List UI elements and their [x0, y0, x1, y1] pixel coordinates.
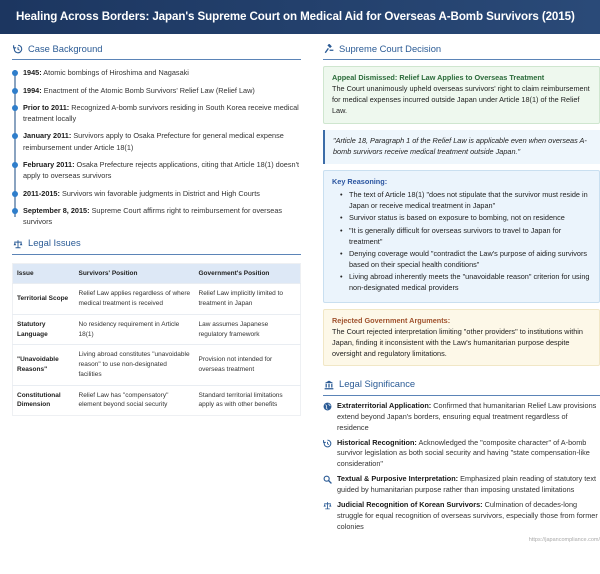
significance-text	[337, 474, 600, 496]
significance-list	[323, 401, 600, 533]
key-reasoning-box	[323, 170, 600, 303]
timeline-text: Supreme Court affirms right to reimbursement for overseas survivors	[23, 205, 283, 227]
timeline	[12, 67, 301, 227]
timeline-text: Survivors apply to Osaka Prefecture for general medical expense reimbursement under Article 18(1)	[23, 131, 284, 152]
government-cell: Provision not intended for overseas treatment	[195, 345, 301, 385]
timeline-text: Recognized A-bomb survivors residing in South Korea receive medical treatment locally	[23, 102, 299, 124]
rejected-arguments-box	[323, 309, 600, 367]
timeline-date: 2011-2015:	[23, 188, 60, 198]
history-icon	[12, 44, 23, 55]
decision-heading	[323, 43, 600, 60]
significance-text	[337, 401, 600, 434]
timeline-date: Prior to 2011:	[23, 102, 70, 112]
list-item: • Survivor status is based on exposure to bombing, not on residence	[340, 213, 591, 224]
balance-scale-icon	[12, 238, 23, 249]
timeline-text: Osaka Prefecture rejects applications, citing that Article 18(1) doesn't apply to overseas survivors	[23, 160, 299, 181]
significance-text	[337, 500, 600, 533]
survivors-cell: No residency requirement in Article 18(1)	[75, 314, 195, 345]
survivors-cell: Relief Law applies regardless of where medical treatment is received	[75, 284, 195, 315]
column-header: Issue	[13, 263, 75, 284]
footer-url: https://japancompliance.com/	[528, 537, 600, 543]
significance-item-title: Textual & Purposive Interpretation:	[337, 474, 459, 484]
timeline-item	[23, 205, 301, 228]
list-item	[323, 438, 600, 471]
list-item: • The text of Article 18(1) "does not stipulate that the survivor must reside in Japan or receive medical treatment in Japan"	[340, 190, 591, 212]
page-title: Healing Across Borders: Japan's Supreme Court on Medical Aid for Overseas A-Bomb Survivors (2015)	[16, 9, 575, 23]
left-column	[12, 34, 301, 416]
table-row	[13, 314, 301, 345]
government-cell: Relief Law implicitly limited to treatment in Japan	[195, 284, 301, 315]
issue-cell: Statutory Language	[13, 314, 75, 345]
timeline-date: 1945:	[23, 68, 42, 78]
court-quote: "Article 18, Paragraph 1 of the Relief Law is applicable even when overseas A-bomb survivors receive medical treatment outside Japan."	[323, 130, 600, 164]
ruling-title: Appeal Dismissed: Relief Law Applies to Overseas Treatment	[332, 73, 545, 83]
history-icon	[323, 438, 337, 448]
timeline-item	[23, 159, 301, 182]
list-item	[323, 500, 600, 533]
significance-text	[337, 438, 600, 471]
reasoning-list	[332, 190, 591, 294]
timeline-item	[23, 85, 301, 96]
timeline-text: Atomic bombings of Hiroshima and Nagasaki	[43, 68, 189, 78]
column-header: Government's Position	[195, 263, 301, 284]
survivors-cell: Relief Law has "compensatory" element beyond social security	[75, 385, 195, 416]
legal-issues-title: Legal Issues	[28, 237, 81, 249]
timeline-text: Survivors win favorable judgments in District and High Courts	[61, 188, 260, 198]
significance-heading	[323, 378, 600, 395]
list-item	[323, 401, 600, 434]
legal-issues-table	[12, 263, 301, 417]
balance-scale-icon	[323, 500, 337, 510]
right-column	[323, 34, 600, 548]
significance-item-title: Historical Recognition:	[337, 437, 417, 447]
search-icon	[323, 474, 337, 484]
legal-issues-heading	[12, 237, 301, 254]
table-header-row	[13, 263, 301, 284]
government-cell: Law assumes Japanese regulatory framework	[195, 314, 301, 345]
page-header	[0, 0, 600, 34]
significance-item-text: Emphasized plain reading of statutory text guided by humanitarian purpose rather than imposing unstated limitations	[337, 474, 597, 495]
table-row	[13, 385, 301, 416]
timeline-item	[23, 130, 301, 153]
case-background-title: Case Background	[28, 43, 103, 54]
issue-cell: Constitutional Dimension	[13, 385, 75, 416]
timeline-date: February 2011:	[23, 160, 75, 169]
reasoning-title: Key Reasoning:	[332, 176, 388, 186]
issue-cell: "Unavoidable Reasons"	[13, 345, 75, 385]
list-item: • "It is generally difficult for overseas survivors to travel to Japan for treatment"	[340, 226, 591, 248]
globe-icon	[323, 401, 337, 411]
significance-item-text: Acknowledged the "composite character" of A-bomb survivor legislation as both social security and having "state compensation-like consideration"	[337, 437, 590, 469]
survivors-cell: Living abroad constitutes "unavoidable reason" to use non-designated facilities	[75, 345, 195, 385]
list-item: • Denying coverage would "contradict the Law's purpose of aiding survivors based on their special health conditions"	[340, 249, 591, 271]
timeline-text: Enactment of the Atomic Bomb Survivors' Relief Law (Relief Law)	[43, 85, 255, 95]
government-cell: Standard territorial limitations apply as with other benefits	[195, 385, 301, 416]
timeline-date: January 2011:	[23, 131, 72, 141]
ruling-box	[323, 66, 600, 124]
significance-title: Legal Significance	[339, 378, 416, 390]
case-background-heading	[12, 43, 301, 60]
ruling-text: The Court unanimously upheld overseas survivors' right to claim reimbursement for medical expenses incurred outside Japan under Article 18(1) of the Relief Law.	[332, 84, 590, 116]
timeline-item	[23, 67, 301, 78]
landmark-icon	[323, 379, 334, 390]
list-item	[323, 474, 600, 496]
column-header: Survivors' Position	[75, 263, 195, 284]
timeline-item	[23, 102, 301, 125]
timeline-item	[23, 188, 301, 199]
timeline-date: 1994:	[23, 85, 42, 95]
timeline-date: September 8, 2015:	[23, 205, 90, 215]
significance-item-title: Extraterritorial Application:	[337, 400, 432, 410]
significance-item-title: Judicial Recognition of Korean Survivors:	[337, 500, 483, 510]
significance-item-text: Confirmed that humanitarian Relief Law provisions extend beyond Japan's borders, ensuring equal treatment regardless of residence	[337, 400, 597, 432]
table-row	[13, 345, 301, 385]
gavel-icon	[323, 44, 334, 55]
table-row	[13, 284, 301, 315]
decision-title: Supreme Court Decision	[339, 43, 442, 54]
significance-item-text: Culmination of decades-long struggle for equal recognition of overseas survivors, especially those from former colonies	[337, 500, 598, 532]
issue-cell: Territorial Scope	[13, 284, 75, 315]
list-item: • Living abroad inherently meets the "unavoidable reason" criterion for using non-designated medical providers	[340, 272, 591, 294]
rejected-text: The Court rejected interpretation limiting "other providers" to institutions within Japan, finding it inconsistent with the Law's humanitarian purpose despite oversight and regulatory limitations.	[332, 326, 583, 358]
rejected-title: Rejected Government Arguments:	[332, 315, 451, 325]
